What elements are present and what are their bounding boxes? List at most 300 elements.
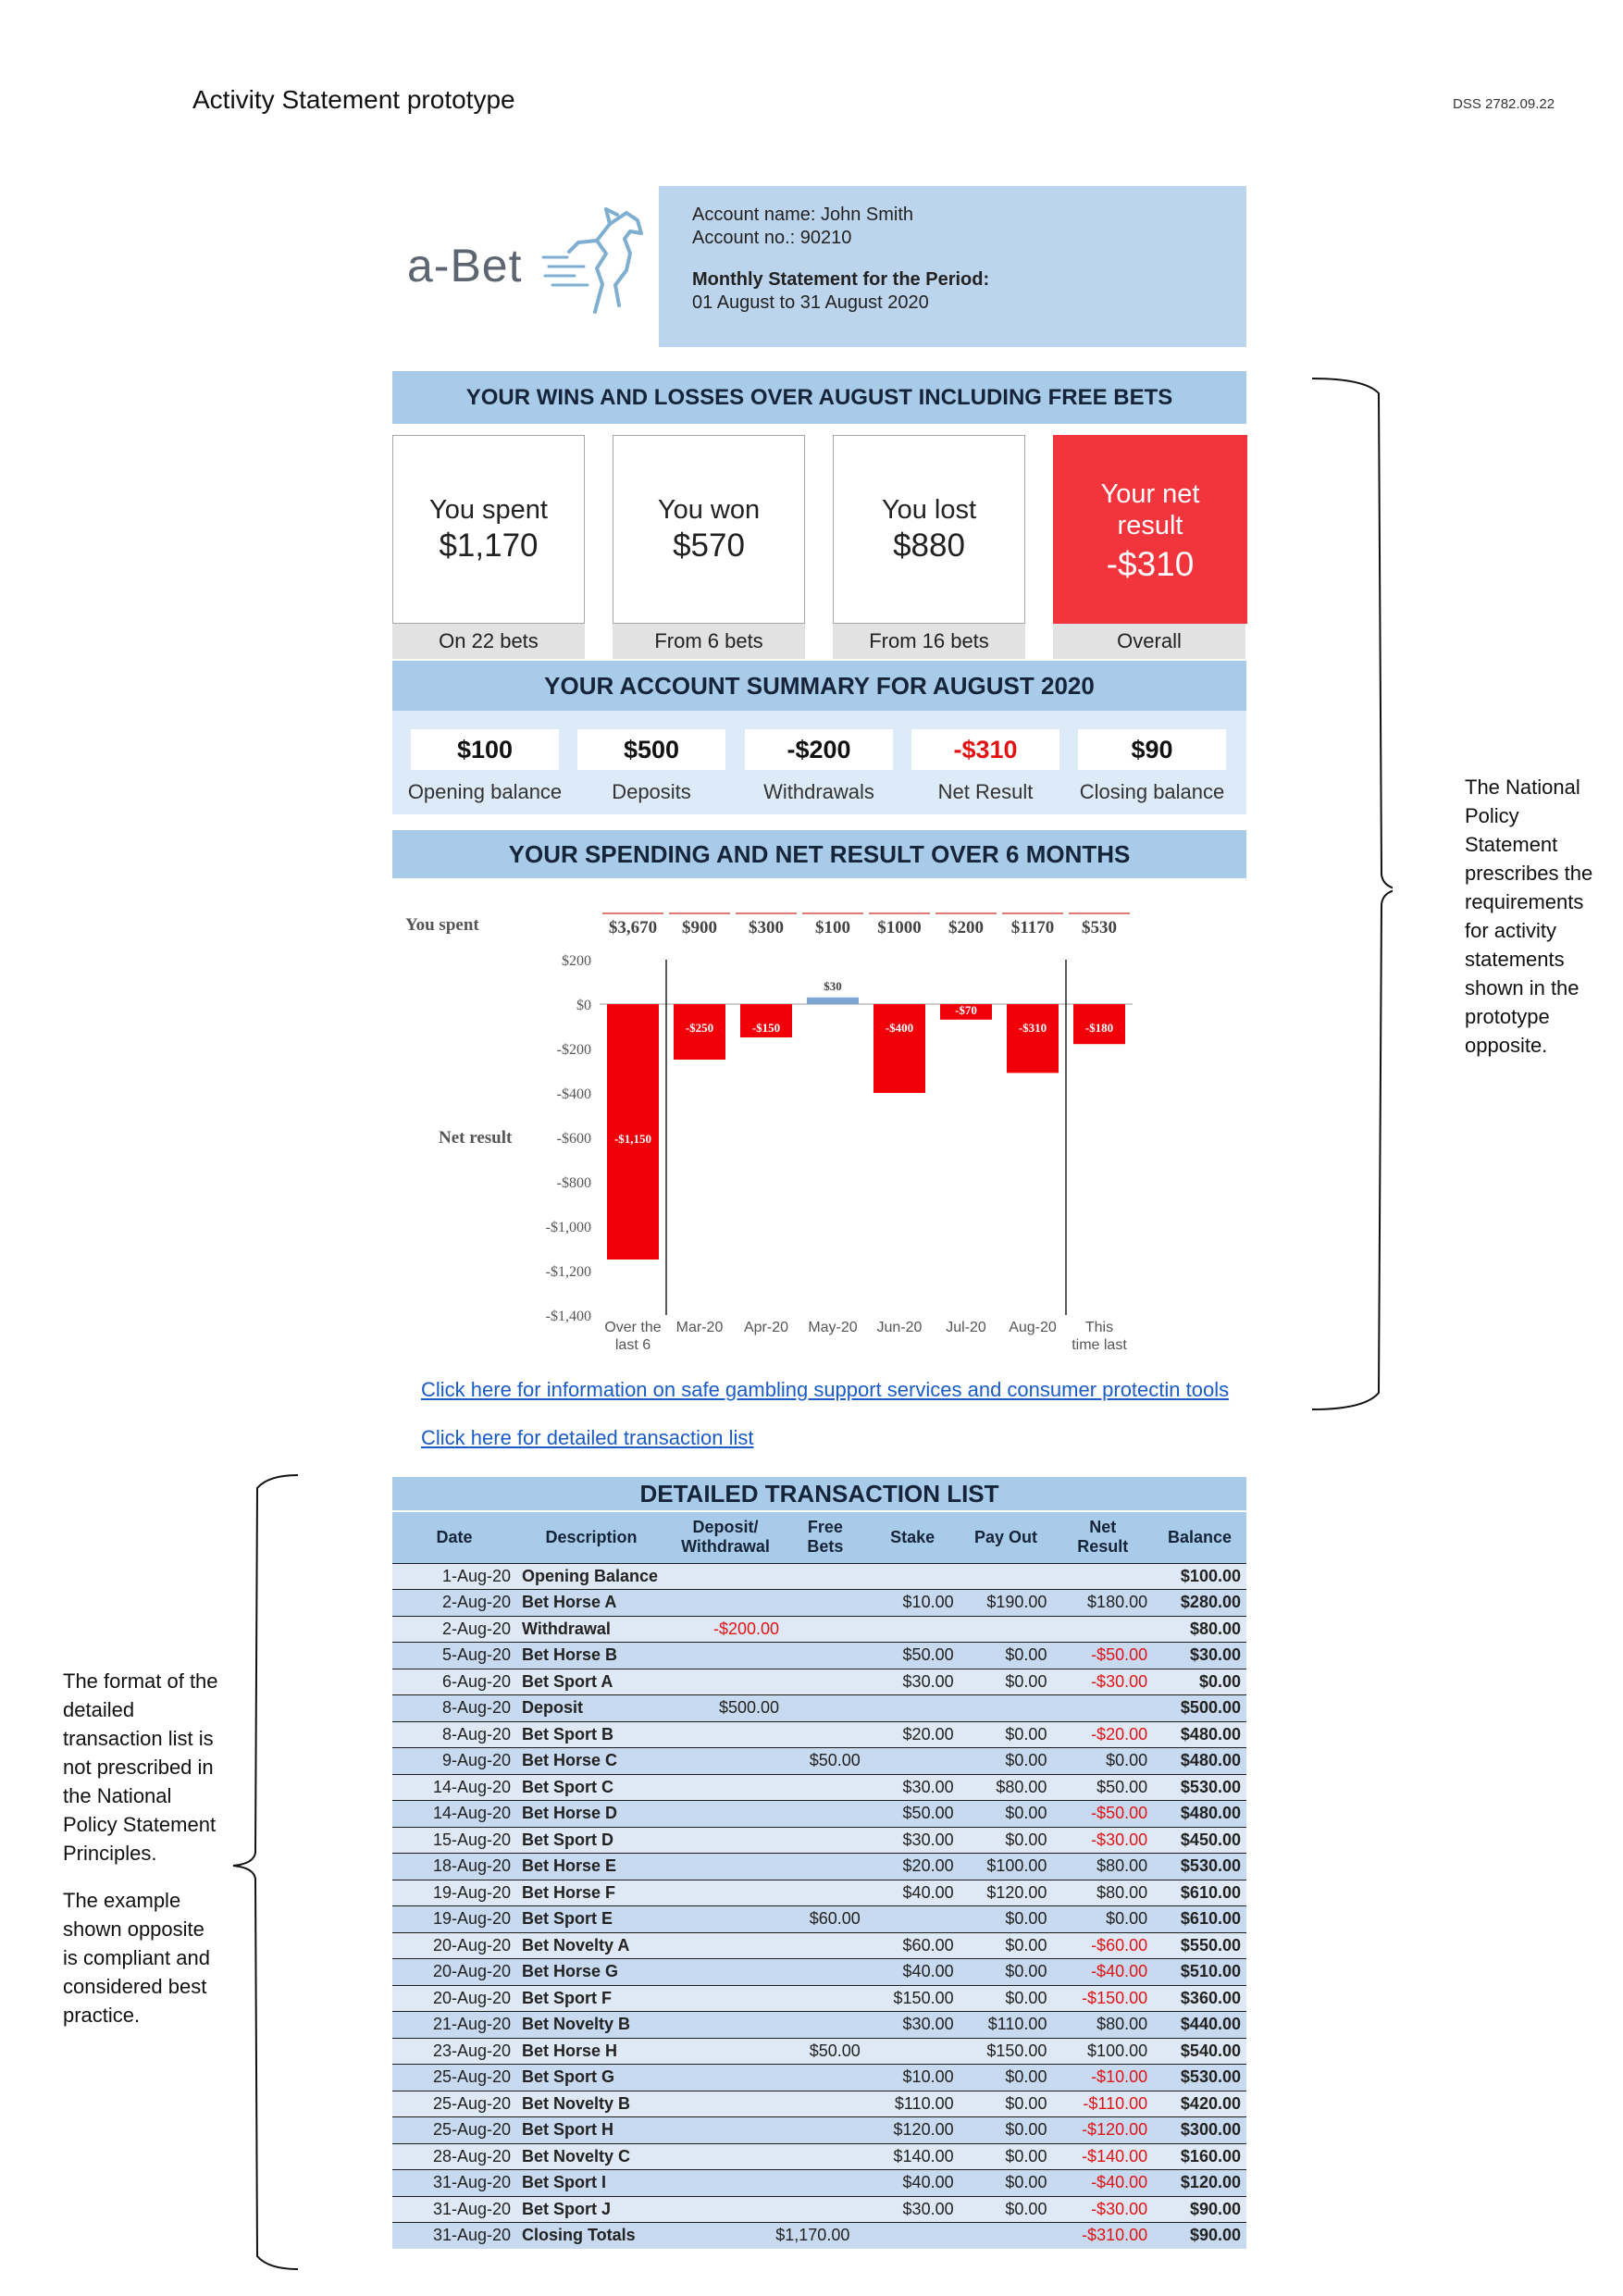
cell-stake: $40.00: [866, 1880, 960, 1906]
cell-net-result: -$50.00: [1052, 1801, 1153, 1828]
cell-free-bets: [785, 2091, 866, 2117]
cell-deposit-withdrawal: [666, 2065, 785, 2091]
cell-payout: $0.00: [960, 2196, 1053, 2223]
left-note-format-line: transaction list is: [63, 1727, 214, 1750]
cell-description: Bet Sport B: [516, 1721, 666, 1748]
left-side-note-format: [63, 1667, 218, 1868]
spent-label: $300: [749, 918, 784, 937]
totals-balance: $90.00: [1153, 2223, 1246, 2249]
lost-card-label: You lost: [881, 495, 977, 525]
cell-free-bets: [785, 1880, 866, 1906]
cell-stake: [866, 1906, 960, 1933]
net-result-label: Net Result: [937, 780, 1034, 803]
totals-date: 31-Aug-20: [392, 2223, 516, 2249]
cell-net-result: [1052, 1695, 1153, 1722]
cell-description: Bet Sport J: [516, 2196, 666, 2223]
cell-stake: $10.00: [866, 2065, 960, 2091]
cell-balance: $530.00: [1153, 1774, 1246, 1801]
cell-deposit-withdrawal: $500.00: [666, 1695, 785, 1722]
right-note-line: The National: [1465, 776, 1580, 799]
spending-heading: YOUR SPENDING AND NET RESULT OVER 6 MONTHS: [392, 830, 1246, 878]
col-free-bets: [785, 1511, 866, 1563]
cell-payout: $0.00: [960, 1827, 1053, 1854]
cell-deposit-withdrawal: [666, 1827, 785, 1854]
spent-card-footer: On 22 bets: [392, 624, 585, 659]
cell-date: 23-Aug-20: [392, 2038, 516, 2065]
cell-date: 8-Aug-20: [392, 1695, 516, 1722]
net-result-label-line1: Your net: [1100, 479, 1200, 509]
right-note-line: prototype: [1465, 1005, 1550, 1028]
cell-stake: [866, 1616, 960, 1643]
cell-deposit-withdrawal: [666, 1880, 785, 1906]
table-row: [392, 1669, 1246, 1695]
cell-stake: [866, 2038, 960, 2065]
cell-description: Bet Horse A: [516, 1590, 666, 1617]
you-spent-label: You spent: [405, 915, 479, 935]
cell-stake: $30.00: [866, 1774, 960, 1801]
table-row: [392, 1932, 1246, 1959]
cell-deposit-withdrawal: [666, 2038, 785, 2065]
cell-free-bets: [785, 2196, 866, 2223]
bar-value-label: -$310: [1018, 1021, 1047, 1035]
cell-balance: $500.00: [1153, 1695, 1246, 1722]
wins-losses-heading: YOUR WINS AND LOSSES OVER AUGUST INCLUDING FREE BETS: [392, 371, 1246, 424]
cell-free-bets: $60.00: [785, 1906, 866, 1933]
cell-payout: $110.00: [960, 2012, 1053, 2039]
support-services-link[interactable]: Click here for information on safe gambling support services and consumer protectin tools: [421, 1378, 1230, 1401]
cell-stake: $50.00: [866, 1643, 960, 1669]
x-tick-label: May-20: [808, 1320, 858, 1335]
cell-date: 14-Aug-20: [392, 1801, 516, 1828]
deposits-label: Deposits: [612, 780, 691, 803]
cell-deposit-withdrawal: [666, 1563, 785, 1590]
cell-description: Bet Sport G: [516, 2065, 666, 2091]
net-result-card-label: [1054, 478, 1246, 541]
opening-balance-value: $100: [411, 729, 559, 770]
spent-card: [392, 435, 585, 624]
cell-balance: $120.00: [1153, 2170, 1246, 2197]
cell-net-result: -$10.00: [1052, 2065, 1153, 2091]
x-tick-label: Over the: [604, 1320, 662, 1335]
x-tick-label: This: [1084, 1320, 1114, 1335]
cell-description: Bet Novelty B: [516, 2091, 666, 2117]
cell-description: Bet Sport H: [516, 2117, 666, 2144]
cell-balance: $610.00: [1153, 1880, 1246, 1906]
cell-free-bets: [785, 1590, 866, 1617]
left-note-example-line: considered best: [63, 1975, 207, 1998]
cell-free-bets: [785, 2117, 866, 2144]
cell-deposit-withdrawal: [666, 2117, 785, 2144]
document-code: DSS 2782.09.22: [1453, 96, 1555, 112]
cell-stake: $30.00: [866, 1827, 960, 1854]
cell-net-result: -$140.00: [1052, 2143, 1153, 2170]
table-row: [392, 1827, 1246, 1854]
cell-stake: $30.00: [866, 2196, 960, 2223]
cell-free-bets: $50.00: [785, 2038, 866, 2065]
cell-deposit-withdrawal: [666, 1985, 785, 2012]
cell-net-result: -$60.00: [1052, 1932, 1153, 1959]
account-summary-heading: YOUR ACCOUNT SUMMARY FOR AUGUST 2020: [392, 661, 1246, 711]
x-tick-label: Mar-20: [675, 1320, 724, 1335]
cell-date: 25-Aug-20: [392, 2117, 516, 2144]
cell-date: 9-Aug-20: [392, 1748, 516, 1775]
cell-balance: $550.00: [1153, 1932, 1246, 1959]
cell-deposit-withdrawal: [666, 1669, 785, 1695]
table-row: [392, 1563, 1246, 1590]
transaction-list-link[interactable]: Click here for detailed transaction list: [421, 1426, 754, 1449]
cell-deposit-withdrawal: [666, 2091, 785, 2117]
net-result-label-line2: result: [1117, 511, 1183, 540]
spent-label: $3,670: [608, 918, 658, 937]
brand-name: a-Bet: [407, 240, 523, 292]
cell-description: Bet Sport E: [516, 1906, 666, 1933]
bar-value-label: -$1,150: [613, 1132, 652, 1146]
cell-payout: $0.00: [960, 2065, 1053, 2091]
cell-balance: $90.00: [1153, 2196, 1246, 2223]
table-row: [392, 2065, 1246, 2091]
right-side-note: [1465, 773, 1592, 1060]
cell-net-result: -$30.00: [1052, 1669, 1153, 1695]
transaction-table-title: DETAILED TRANSACTION LIST: [392, 1477, 1246, 1511]
left-note-format-line: Policy Statement: [63, 1813, 217, 1836]
cell-net-result: -$40.00: [1052, 2170, 1153, 2197]
cell-date: 15-Aug-20: [392, 1827, 516, 1854]
cell-net-result: [1052, 1616, 1153, 1643]
table-row: [392, 1906, 1246, 1933]
cell-stake: [866, 1695, 960, 1722]
table-row: [392, 1985, 1246, 2012]
totals-net: -$310.00: [1052, 2223, 1153, 2249]
spent-label: $530: [1082, 918, 1117, 937]
right-note-line: Statement: [1465, 833, 1558, 856]
cell-description: Deposit: [516, 1695, 666, 1722]
table-row: [392, 1748, 1246, 1775]
cell-date: 28-Aug-20: [392, 2143, 516, 2170]
cell-free-bets: [785, 2143, 866, 2170]
cell-payout: $0.00: [960, 1643, 1053, 1669]
table-row: [392, 1774, 1246, 1801]
cell-stake: $50.00: [866, 1801, 960, 1828]
cell-deposit-withdrawal: [666, 2012, 785, 2039]
cell-description: Bet Sport A: [516, 1669, 666, 1695]
cell-payout: $0.00: [960, 2143, 1053, 2170]
col-payout: Pay Out: [960, 1511, 1053, 1563]
bar-value-label: -$180: [1084, 1021, 1114, 1035]
cell-description: Bet Horse E: [516, 1854, 666, 1880]
cell-balance: $480.00: [1153, 1801, 1246, 1828]
cell-description: Bet Horse H: [516, 2038, 666, 2065]
cell-payout: $0.00: [960, 1669, 1053, 1695]
won-card-value: $570: [673, 527, 745, 564]
left-note-example-line: practice.: [63, 2004, 141, 2027]
col-description: Description: [516, 1511, 666, 1563]
cell-balance: $160.00: [1153, 2143, 1246, 2170]
table-row: [392, 2038, 1246, 2065]
table-row: [392, 2117, 1246, 2144]
cell-balance: $80.00: [1153, 1616, 1246, 1643]
cell-description: Bet Horse D: [516, 1801, 666, 1828]
cell-free-bets: [785, 1827, 866, 1854]
cell-balance: $360.00: [1153, 1985, 1246, 2012]
table-row: [392, 1695, 1246, 1722]
cell-net-result: $0.00: [1052, 1906, 1153, 1933]
spent-label: $1170: [1010, 918, 1055, 937]
deposits-value: $500: [577, 729, 725, 770]
cell-net-result: -$30.00: [1052, 2196, 1153, 2223]
col-net-line1: Net: [1089, 1518, 1117, 1537]
cell-net-result: $80.00: [1052, 1880, 1153, 1906]
col-deposit-line2: Withdrawal: [681, 1537, 770, 1557]
cell-date: 25-Aug-20: [392, 2065, 516, 2091]
cell-payout: $0.00: [960, 1932, 1053, 1959]
cell-free-bets: [785, 1695, 866, 1722]
cell-free-bets: [785, 1801, 866, 1828]
cell-stake: $60.00: [866, 1932, 960, 1959]
cell-free-bets: $50.00: [785, 1748, 866, 1775]
x-tick-label: last 6: [614, 1337, 651, 1353]
y-tick-label: $200: [562, 953, 591, 969]
cell-free-bets: [785, 1774, 866, 1801]
cell-date: 20-Aug-20: [392, 1985, 516, 2012]
cell-deposit-withdrawal: [666, 1774, 785, 1801]
cell-date: 1-Aug-20: [392, 1563, 516, 1590]
bar-value-label: $30: [824, 978, 842, 993]
cell-balance: $0.00: [1153, 1669, 1246, 1695]
cell-date: 2-Aug-20: [392, 1590, 516, 1617]
cell-payout: $0.00: [960, 2170, 1053, 2197]
left-note-format-line: the National: [63, 1784, 172, 1807]
y-tick-label: -$1,200: [545, 1264, 591, 1280]
cell-payout: $120.00: [960, 1880, 1053, 1906]
cell-date: 19-Aug-20: [392, 1906, 516, 1933]
left-note-example-line: shown opposite: [63, 1917, 204, 1941]
cell-stake: $10.00: [866, 1590, 960, 1617]
cell-date: 20-Aug-20: [392, 1959, 516, 1986]
cell-description: Bet Sport C: [516, 1774, 666, 1801]
right-note-line: prescribes the: [1465, 862, 1593, 885]
cell-free-bets: [785, 2012, 866, 2039]
cell-net-result: $0.00: [1052, 1748, 1153, 1775]
y-tick-label: -$800: [556, 1175, 591, 1191]
table-row: [392, 1801, 1246, 1828]
cell-description: Bet Horse C: [516, 1748, 666, 1775]
cell-balance: $510.00: [1153, 1959, 1246, 1986]
cell-deposit-withdrawal: [666, 1854, 785, 1880]
cell-date: 14-Aug-20: [392, 1774, 516, 1801]
closing-balance-label: Closing balance: [1079, 780, 1225, 803]
right-note-line: requirements: [1465, 890, 1584, 913]
cell-date: 6-Aug-20: [392, 1669, 516, 1695]
cell-date: 5-Aug-20: [392, 1643, 516, 1669]
cell-net-result: $80.00: [1052, 1854, 1153, 1880]
cell-description: Bet Novelty A: [516, 1932, 666, 1959]
cell-balance: $610.00: [1153, 1906, 1246, 1933]
cell-free-bets: [785, 1959, 866, 1986]
cell-free-bets: [785, 2065, 866, 2091]
spent-label: $900: [682, 918, 717, 937]
cell-balance: $480.00: [1153, 1748, 1246, 1775]
cell-payout: $190.00: [960, 1590, 1053, 1617]
cell-free-bets: [785, 1616, 866, 1643]
cell-payout: $100.00: [960, 1854, 1053, 1880]
spent-label: $200: [948, 918, 984, 937]
cell-stake: $120.00: [866, 2117, 960, 2144]
withdrawals-label: Withdrawals: [763, 780, 874, 803]
cell-deposit-withdrawal: [666, 2196, 785, 2223]
left-note-format-line: The format of the: [63, 1669, 218, 1693]
net-result-bar: [1007, 1004, 1059, 1073]
bar-value-label: -$150: [751, 1021, 781, 1035]
table-row: [392, 1721, 1246, 1748]
cell-net-result: $80.00: [1052, 2012, 1153, 2039]
col-balance: Balance: [1153, 1511, 1246, 1563]
cell-free-bets: [785, 1854, 866, 1880]
cell-net-result: -$120.00: [1052, 2117, 1153, 2144]
right-note-line: statements: [1465, 948, 1565, 971]
cell-date: 25-Aug-20: [392, 2091, 516, 2117]
cell-stake: [866, 1563, 960, 1590]
net-result-axis-label: Net result: [439, 1128, 513, 1148]
lost-card-footer: From 16 bets: [833, 624, 1025, 659]
right-note-line: opposite.: [1465, 1034, 1548, 1057]
cell-deposit-withdrawal: [666, 1801, 785, 1828]
bar-value-label: -$250: [685, 1021, 714, 1035]
cell-date: 20-Aug-20: [392, 1932, 516, 1959]
cell-net-result: $100.00: [1052, 2038, 1153, 2065]
lost-card: [833, 435, 1025, 624]
totals-label: Closing Totals: [516, 2223, 666, 2249]
cell-net-result: [1052, 1563, 1153, 1590]
cell-stake: $150.00: [866, 1985, 960, 2012]
cell-payout: [960, 1616, 1053, 1643]
col-stake: Stake: [866, 1511, 960, 1563]
cell-payout: $0.00: [960, 1801, 1053, 1828]
cell-net-result: $180.00: [1052, 1590, 1153, 1617]
cell-stake: $20.00: [866, 1854, 960, 1880]
col-free-line2: Bets: [807, 1537, 844, 1557]
cell-description: Bet Sport D: [516, 1827, 666, 1854]
statement-period-range: 01 August to 31 August 2020: [692, 292, 929, 313]
document-title: Activity Statement prototype: [192, 85, 515, 114]
cell-stake: $30.00: [866, 1669, 960, 1695]
y-tick-label: -$1,400: [545, 1309, 591, 1324]
cell-free-bets: [785, 1721, 866, 1748]
x-tick-label: Jul-20: [946, 1320, 986, 1335]
cell-balance: $280.00: [1153, 1590, 1246, 1617]
table-row: [392, 1880, 1246, 1906]
spent-card-value: $1,170: [439, 527, 539, 564]
cell-stake: $20.00: [866, 1721, 960, 1748]
cell-net-result: -$40.00: [1052, 1959, 1153, 1986]
left-note-format-line: detailed: [63, 1698, 135, 1721]
col-net-result: [1052, 1511, 1153, 1563]
col-free-line1: Free: [807, 1518, 843, 1537]
won-card: [613, 435, 805, 624]
table-row: [392, 2143, 1246, 2170]
cell-deposit-withdrawal: -$200.00: [666, 1616, 785, 1643]
y-tick-label: -$1,000: [545, 1220, 591, 1235]
lost-card-value: $880: [893, 527, 965, 564]
cell-payout: $80.00: [960, 1774, 1053, 1801]
table-row: [392, 2196, 1246, 2223]
x-tick-label: Apr-20: [743, 1320, 789, 1335]
cell-free-bets: [785, 1932, 866, 1959]
cell-free-bets: [785, 1643, 866, 1669]
cell-date: 2-Aug-20: [392, 1616, 516, 1643]
horse-logo-icon: [541, 196, 652, 326]
left-note-format-line: Principles.: [63, 1842, 157, 1865]
y-tick-label: -$200: [556, 1042, 591, 1058]
cell-deposit-withdrawal: [666, 1906, 785, 1933]
cell-balance: $420.00: [1153, 2091, 1246, 2117]
cell-balance: $540.00: [1153, 2038, 1246, 2065]
cell-net-result: -$110.00: [1052, 2091, 1153, 2117]
transaction-table: [392, 1477, 1246, 2249]
account-info-panel: [659, 186, 1246, 347]
net-result-bar: [873, 1004, 925, 1093]
cell-deposit-withdrawal: [666, 1748, 785, 1775]
cell-net-result: -$150.00: [1052, 1985, 1153, 2012]
net-result-card-footer: Overall: [1053, 624, 1245, 659]
cell-balance: $530.00: [1153, 1854, 1246, 1880]
cell-description: Bet Novelty B: [516, 2012, 666, 2039]
cell-stake: $140.00: [866, 2143, 960, 2170]
cell-payout: $0.00: [960, 1748, 1053, 1775]
cell-deposit-withdrawal: [666, 1959, 785, 1986]
cell-deposit-withdrawal: [666, 1721, 785, 1748]
cell-deposit-withdrawal: [666, 1932, 785, 1959]
cell-description: Opening Balance: [516, 1563, 666, 1590]
totals-row: [392, 2223, 1246, 2249]
cell-date: 31-Aug-20: [392, 2170, 516, 2197]
cell-description: Bet Horse B: [516, 1643, 666, 1669]
right-note-line: shown in the: [1465, 976, 1580, 999]
right-note-bracket: [1309, 375, 1393, 1413]
left-note-example-line: is compliant and: [63, 1946, 210, 1969]
cell-deposit-withdrawal: [666, 1590, 785, 1617]
table-row: [392, 1616, 1246, 1643]
totals-payout: [960, 2223, 1053, 2249]
cell-deposit-withdrawal: [666, 2143, 785, 2170]
spending-net-result-chart: [392, 902, 1246, 1365]
won-card-footer: From 6 bets: [613, 624, 805, 659]
y-tick-label: $0: [576, 998, 591, 1013]
cell-payout: $0.00: [960, 1985, 1053, 2012]
bar-value-label: -$400: [885, 1021, 914, 1035]
cell-net-result: $50.00: [1052, 1774, 1153, 1801]
cell-payout: $0.00: [960, 1721, 1053, 1748]
cell-free-bets: [785, 1669, 866, 1695]
cell-description: Bet Horse G: [516, 1959, 666, 1986]
cell-free-bets: [785, 1563, 866, 1590]
cell-net-result: -$50.00: [1052, 1643, 1153, 1669]
table-row: [392, 1590, 1246, 1617]
cell-stake: $40.00: [866, 1959, 960, 1986]
left-note-bracket: [213, 1473, 305, 2273]
cell-description: Withdrawal: [516, 1616, 666, 1643]
col-net-line2: Result: [1077, 1537, 1129, 1557]
cell-date: 31-Aug-20: [392, 2196, 516, 2223]
cell-description: Bet Horse F: [516, 1880, 666, 1906]
cell-balance: $300.00: [1153, 2117, 1246, 2144]
cell-balance: $450.00: [1153, 1827, 1246, 1854]
cell-date: 21-Aug-20: [392, 2012, 516, 2039]
cell-balance: $30.00: [1153, 1643, 1246, 1669]
transaction-rows: [392, 1563, 1246, 2249]
withdrawals-value: -$200: [745, 729, 893, 770]
cell-description: Bet Sport F: [516, 1985, 666, 2012]
net-result-value: -$310: [911, 729, 1059, 770]
